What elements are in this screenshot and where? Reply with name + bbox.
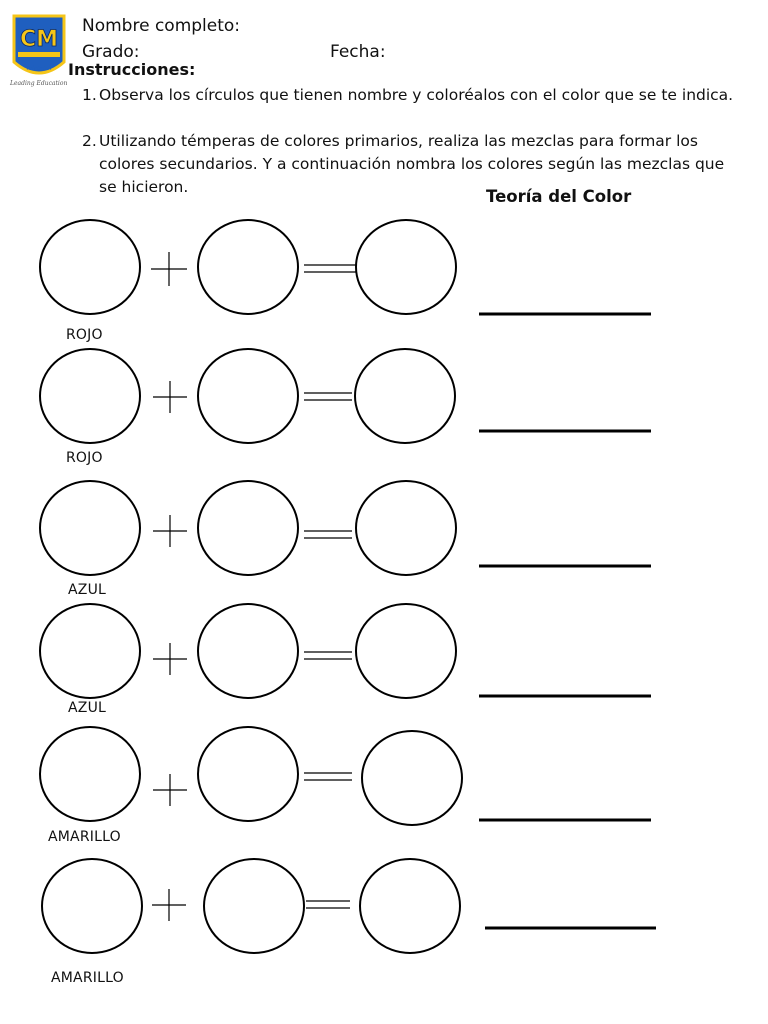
color-circle-result[interactable] (362, 731, 462, 825)
color-circle-result[interactable] (356, 604, 456, 698)
color-circle-primary[interactable] (42, 859, 142, 953)
color-label: AMARILLO (48, 829, 121, 845)
color-circle-mix[interactable] (198, 604, 298, 698)
instruction-number: 2. (82, 132, 97, 150)
color-label: ROJO (66, 327, 103, 343)
exercise-row (40, 220, 651, 314)
logo-tagline: Leading Education (10, 80, 68, 87)
color-circle-primary[interactable] (40, 604, 140, 698)
section-title: Teoría del Color (486, 187, 632, 206)
exercise-row (40, 349, 651, 443)
exercise-row (40, 727, 651, 825)
color-label: ROJO (66, 450, 103, 466)
color-circle-result[interactable] (355, 349, 455, 443)
color-circle-primary[interactable] (40, 481, 140, 575)
logo-letters: CM (19, 27, 59, 52)
color-label: AMARILLO (51, 970, 124, 986)
instruction-number: 1. (82, 86, 97, 104)
color-circle-result[interactable] (356, 220, 456, 314)
color-circle-result[interactable] (360, 859, 460, 953)
instruction-text: Utilizando témperas de colores primarios, realiza las mezclas para formar los colores secundarios. Y a continuación nombra los colores según las mezclas que se hicieron. (99, 132, 725, 196)
grade-field-label: Grado: (82, 42, 140, 62)
color-circle-primary[interactable] (40, 727, 140, 821)
color-circle-mix[interactable] (204, 859, 304, 953)
color-circle-mix[interactable] (198, 481, 298, 575)
exercise-row (40, 604, 651, 698)
color-circle-primary[interactable] (40, 349, 140, 443)
color-circle-primary[interactable] (40, 220, 140, 314)
color-circle-mix[interactable] (198, 220, 298, 314)
exercise-row (42, 859, 656, 953)
color-circle-mix[interactable] (198, 727, 298, 821)
name-field-label: Nombre completo: (82, 16, 241, 36)
instructions-title: Instrucciones: (68, 60, 196, 79)
date-field-label: Fecha: (330, 42, 386, 62)
svg-text:★★★★★: ★★★★★ (25, 65, 53, 72)
color-label: AZUL (68, 582, 107, 598)
color-circle-mix[interactable] (198, 349, 298, 443)
color-label: AZUL (68, 700, 107, 716)
color-circle-result[interactable] (356, 481, 456, 575)
exercise-row (40, 481, 651, 575)
instruction-text: Observa los círculos que tienen nombre y coloréalos con el color que se te indica. (99, 86, 734, 104)
